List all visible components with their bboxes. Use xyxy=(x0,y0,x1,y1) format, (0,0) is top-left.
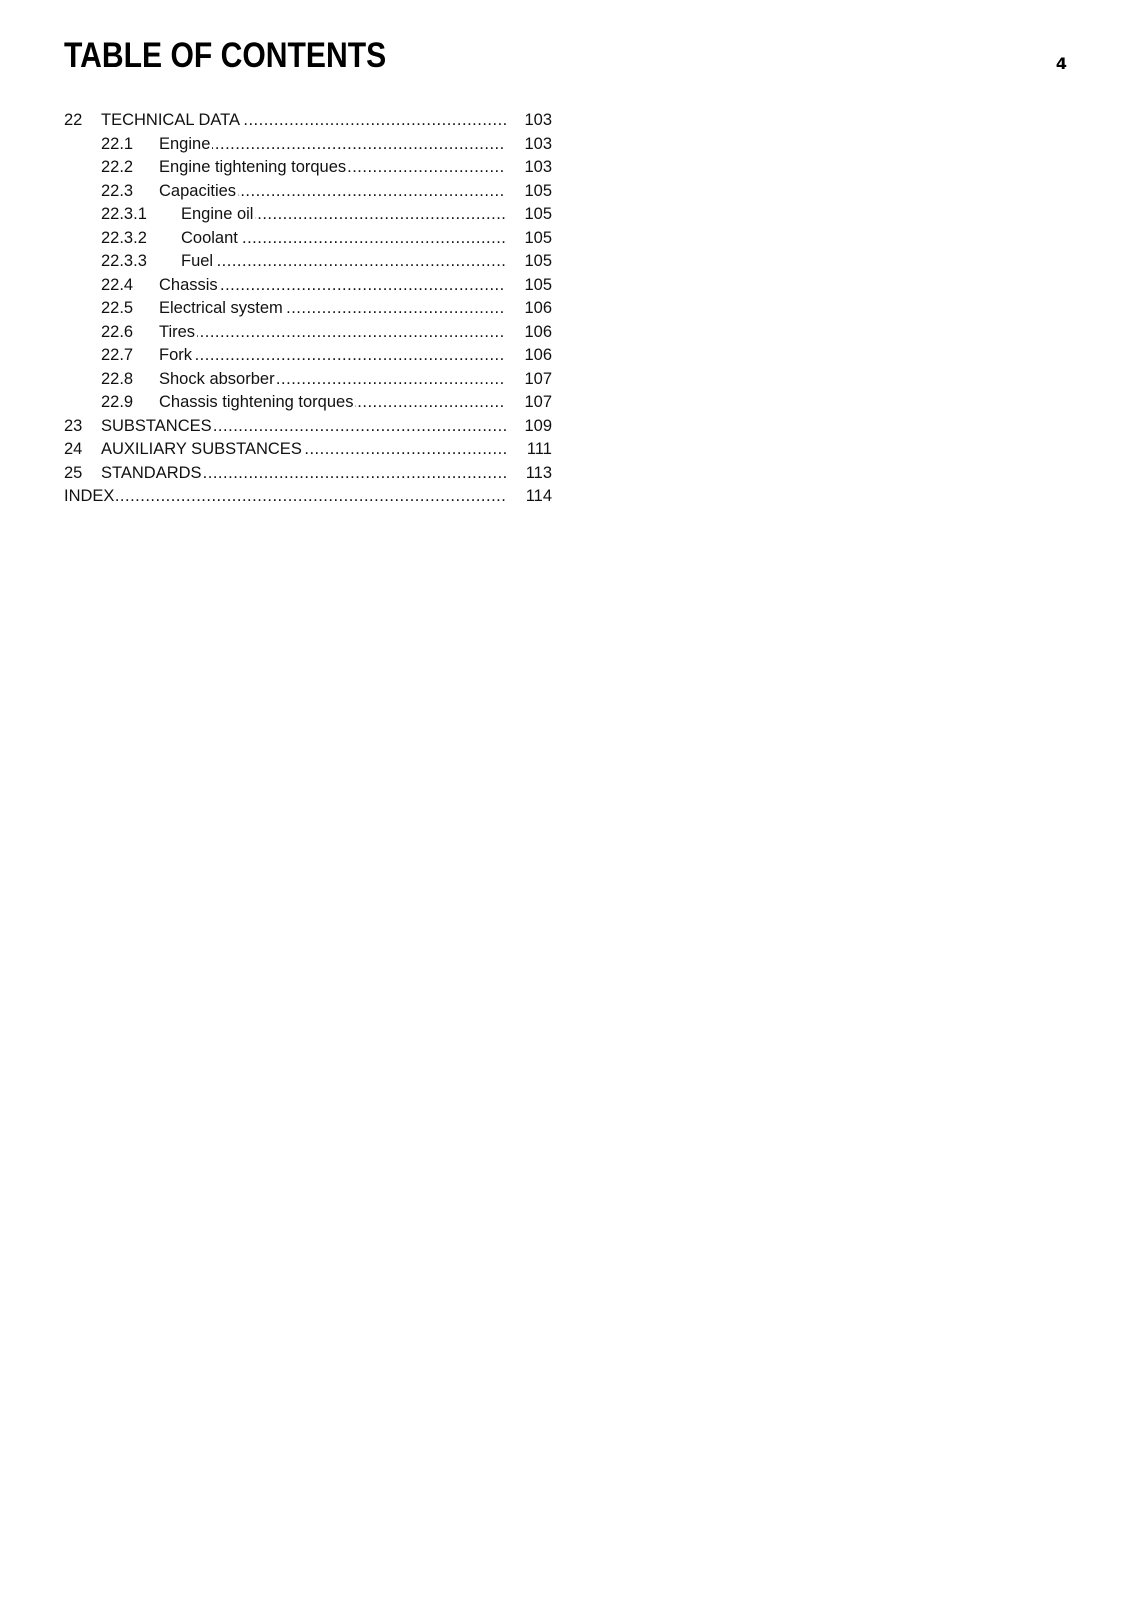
toc-entry-number: 22.7 xyxy=(101,346,134,364)
toc-entry-22-3-3[interactable] xyxy=(64,250,552,274)
toc-entry-title: Engine xyxy=(159,134,211,153)
toc-entry-label xyxy=(181,203,506,227)
toc-entry-page: 105 xyxy=(514,250,552,274)
toc-entry-page: 105 xyxy=(514,227,552,251)
toc-entry-page: 109 xyxy=(514,415,552,439)
toc-entry-number: 22.6 xyxy=(101,322,134,341)
toc-entry-page: 105 xyxy=(514,203,552,227)
toc-entry-title: TECHNICAL DATA xyxy=(101,111,241,129)
toc-entry-label xyxy=(181,250,506,274)
toc-entry-title: Shock absorber xyxy=(159,369,275,388)
toc-entry-title: Coolant xyxy=(181,228,238,247)
toc-entry-label xyxy=(159,180,506,204)
toc-entry-22-3-2[interactable] xyxy=(64,227,552,251)
toc-entry-page: 105 xyxy=(514,274,552,298)
toc-entry-page: 103 xyxy=(514,156,552,180)
toc-entry-label xyxy=(101,462,506,486)
toc-entry-number: 23 xyxy=(64,416,83,435)
toc-entry-label xyxy=(159,344,506,368)
toc-entry-label xyxy=(159,368,506,392)
toc-entry-22-4[interactable] xyxy=(64,274,552,298)
toc-entry-number: 22.3 xyxy=(101,181,134,200)
toc-entry-label xyxy=(159,274,506,298)
toc-entry-number: 22.8 xyxy=(101,369,134,388)
toc-entry-page: 106 xyxy=(514,297,552,321)
toc-entry-24[interactable] xyxy=(64,438,552,462)
toc-entry-page: 114 xyxy=(514,485,552,509)
toc-entry-title: AUXILIARY SUBSTANCES xyxy=(101,440,302,458)
toc-entry-22-3-1[interactable] xyxy=(64,203,552,227)
toc-entry-page: 106 xyxy=(514,344,552,368)
toc-entry-page: 113 xyxy=(514,462,552,486)
toc-entry-page: 103 xyxy=(514,133,552,157)
toc-entry-22-9[interactable] xyxy=(64,391,552,415)
toc-entry-label xyxy=(159,391,506,415)
toc-entry-title: Fuel xyxy=(181,252,214,270)
toc-entry-22-8[interactable] xyxy=(64,368,552,392)
toc-entry-number: 22.2 xyxy=(101,158,134,176)
toc-entry-label xyxy=(101,438,506,462)
page-number: 4 xyxy=(1055,54,1067,73)
toc-entry-number: 25 xyxy=(64,463,83,482)
toc-entry-label xyxy=(181,227,506,251)
toc-entry-number: 22.5 xyxy=(101,299,134,317)
toc-entry-22-2[interactable] xyxy=(64,156,552,180)
toc-entry-label xyxy=(101,109,506,133)
toc-entry-label xyxy=(159,133,506,157)
toc-entry-22-7[interactable] xyxy=(64,344,552,368)
toc-entry-title: Electrical system xyxy=(159,299,283,317)
toc-entry-22-6[interactable] xyxy=(64,321,552,345)
toc-entry-label xyxy=(159,297,506,321)
toc-entry-label xyxy=(159,156,506,180)
toc-entry-page: 107 xyxy=(514,368,552,392)
toc-entry-title: INDEX xyxy=(64,487,115,505)
toc-entry-label xyxy=(64,485,506,509)
toc-entry-title: STANDARDS xyxy=(101,463,202,482)
toc-entry-title: Tires xyxy=(159,322,196,341)
table-of-contents xyxy=(64,109,552,509)
toc-entry-title: Capacities xyxy=(159,181,237,200)
toc-entry-page: 111 xyxy=(514,438,552,462)
toc-entry-title: Engine tightening torques xyxy=(159,158,347,176)
toc-entry-22-3[interactable] xyxy=(64,180,552,204)
toc-entry-22[interactable] xyxy=(64,109,552,133)
toc-entry-label xyxy=(159,321,506,345)
toc-entry-title: Engine oil xyxy=(181,205,254,223)
page-title: TABLE OF CONTENTS xyxy=(64,36,387,75)
toc-entry-22-5[interactable] xyxy=(64,297,552,321)
toc-entry-page: 103 xyxy=(514,109,552,133)
toc-entry-title: Chassis xyxy=(159,275,218,294)
toc-entry-number: 22.3.3 xyxy=(101,252,147,270)
toc-entry-22-1[interactable] xyxy=(64,133,552,157)
toc-entry-23[interactable] xyxy=(64,415,552,439)
toc-entry-title: Chassis tightening torques xyxy=(159,393,354,411)
toc-entry-title: Fork xyxy=(159,346,192,364)
toc-entry-number: 22.1 xyxy=(101,134,134,153)
toc-entry-page: 106 xyxy=(514,321,552,345)
toc-entry-number: 22.9 xyxy=(101,393,134,411)
toc-entry-25[interactable] xyxy=(64,462,552,486)
toc-entry-number: 22.3.1 xyxy=(101,205,147,223)
toc-entry-label xyxy=(101,415,506,439)
toc-entry-page: 107 xyxy=(514,391,552,415)
toc-entry-number: 24 xyxy=(64,440,83,458)
toc-entry-number: 22.4 xyxy=(101,275,134,294)
toc-entry-number: 22 xyxy=(64,111,83,129)
toc-entry-title: SUBSTANCES xyxy=(101,416,212,435)
toc-entry-number: 22.3.2 xyxy=(101,228,147,247)
toc-entry-index[interactable] xyxy=(64,485,552,509)
toc-entry-page: 105 xyxy=(514,180,552,204)
